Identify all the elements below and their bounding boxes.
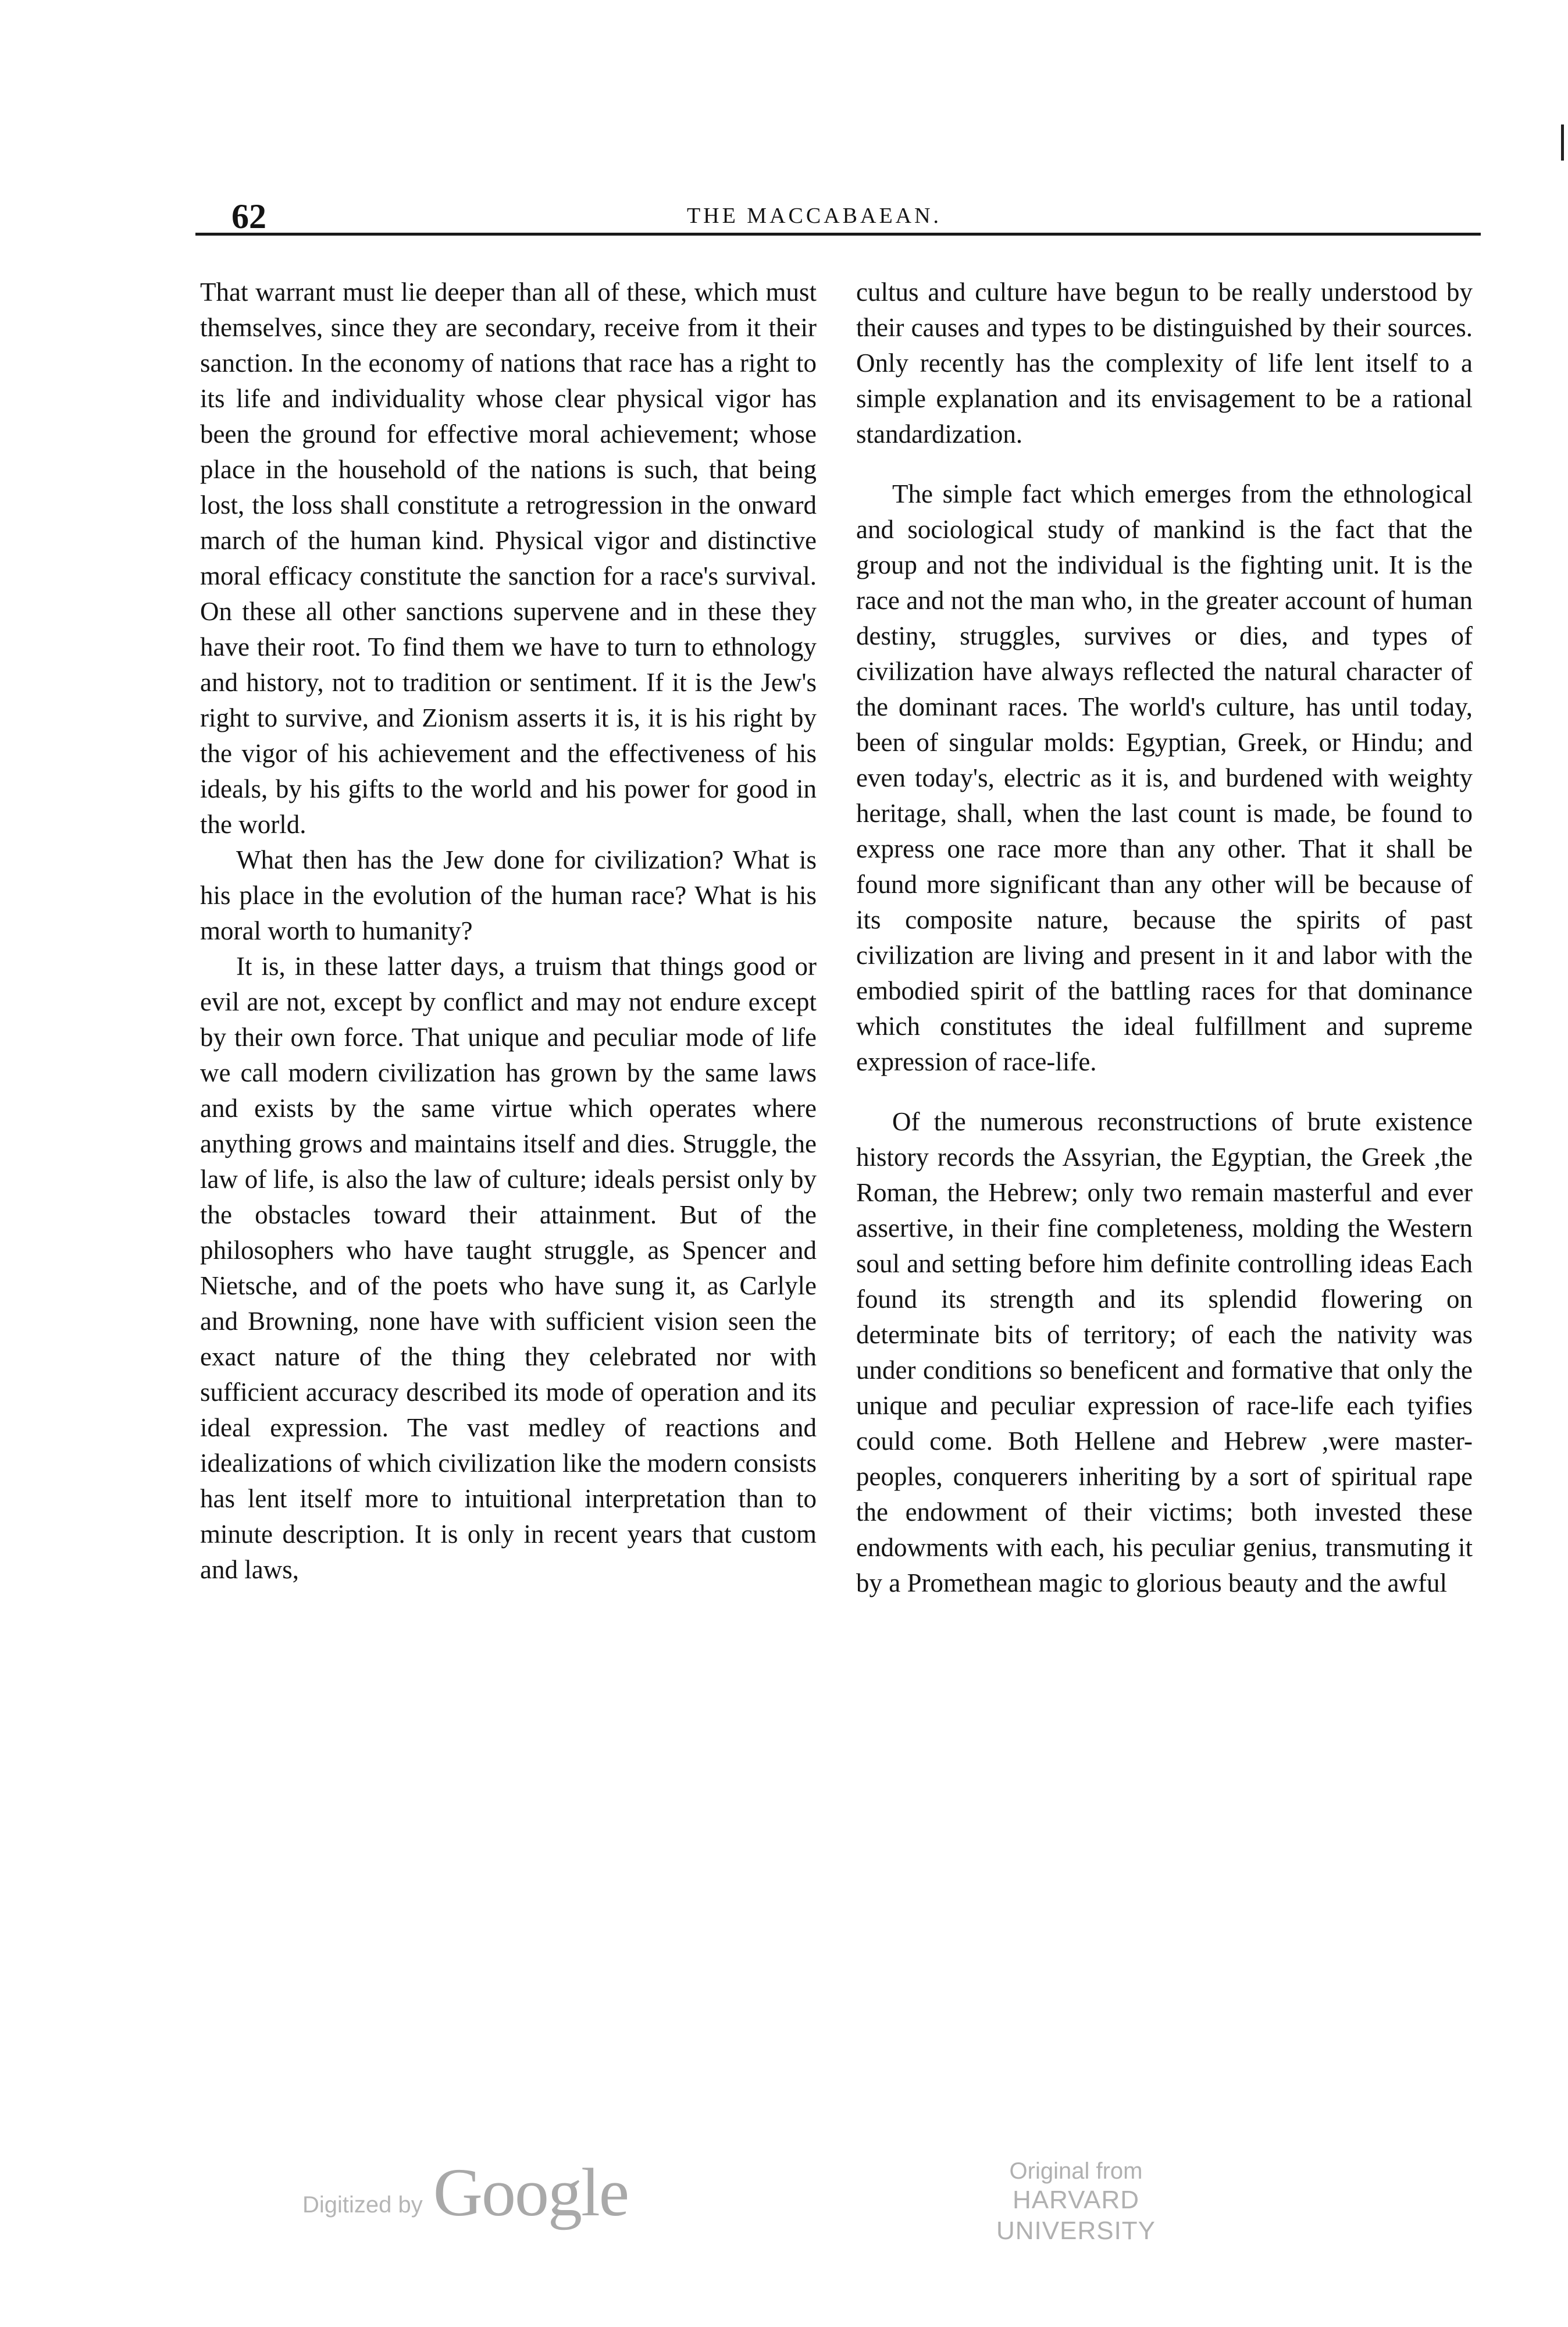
digitized-by-watermark <box>302 2154 629 2230</box>
original-from-watermark <box>931 2157 1221 2247</box>
google-logo: Google <box>433 2154 629 2230</box>
original-from-label: Original from <box>1009 2158 1143 2184</box>
page-number: 62 <box>231 197 266 236</box>
right-paragraph-1: cultus and culture have begun to be really understood by their causes and types to be distinguished by their sources. Only recently has the complexity of life lent itself to a simple explanation and its envisagement to be a rational standardization. <box>856 277 1473 449</box>
right-column <box>856 275 1473 1601</box>
right-paragraph-2: The simple fact which emerges from the ethnological and sociological study of mankind is the fact that the group and not the individual is the fighting unit. It is the race and not the man who, in the greater account of human destiny, struggles, survives or dies, and types of civilization have always reflected the natural character of the dominant races. The world's culture, has until today, been of singular molds: Egyptian, Greek, or Hindu; and even today's, electric as it is, and burdened with weighty heritage, shall, when the last count is made, be found to express one race more than any other. That it shall be found more significant than any other will be because of its composite nature, because the spirits of past civilization are living and present in it and labor with the embodied spirit of the battling races for that dominance which constitutes the ideal fulfillment and supreme expression of race-life. <box>856 479 1473 1076</box>
left-paragraph-3: It is, in these latter days, a truism that things good or evil are not, except by conflict and may not endure except by their own force. That unique and peculiar mode of life we call modern civilization has grown by the same laws and exists by the same virtue which operates where anything grows and maintains itself and dies. Struggle, the law of life, is also the law of culture; ideals persist only by the obstacles toward their attainment. But of the philosophers who have taught struggle, as Spencer and Nietsche, and of the poets who have sung it, as Carlyle and Browning, none have with sufficient vision seen the exact nature of the thing they celebrated nor with sufficient accuracy described its mode of operation and its ideal expression. The vast medley of reactions and idealizations of which civilization like the modern consists has lent itself more to intuitional interpretation than to minute description. It is only in recent years that custom and laws, <box>200 952 817 1584</box>
left-column <box>200 275 817 1588</box>
institution-label: HARVARD UNIVERSITY <box>996 2186 1156 2245</box>
left-paragraph-1: That warrant must lie deeper than all of these, which must themselves, since they are secondary, receive from it their sanction. In the economy of nations that race has a right to its life and individuality whose clear physical vigor has been the ground for effective moral achievement; whose place in the household of the nations is such, that being lost, the loss shall constitute a retrogression in the onward march of the human kind. Physical vigor and distinctive moral efficacy constitute the sanction for a race's survival. On these all other sanctions supervene and in these they have their root. To find them we have to turn to ethnology and history, not to tradition or sentiment. If it is the Jew's right to survive, and Zionism asserts it is, it is his right by the vigor of his achievement and the effectiveness of his ideals, by his gifts to the world and his power for good in the world. <box>200 277 817 839</box>
digitized-by-label: Digitized by <box>302 2192 423 2218</box>
right-paragraph-3: Of the numerous reconstructions of brute existence history records the Assyrian, the Egyptian, the Greek ,the Roman, the Hebrew; only two remain masterful and ever assertive, in their fine completeness, molding the Western soul and setting before him definite controlling ideas Each found its strength and its splendid flowering on determinate bits of territory; of each the nativity was under conditions so beneficent and formative that only the unique and peculiar expression of race-life each tyifies could come. Both Hellene and Hebrew ,were master-peoples, conquerers inheriting by a sort of spiritual rape the endowment of their victims; both invested these endowments with each, his peculiar genius, transmuting it by a Promethean magic to glorious beauty and the awful <box>856 1107 1473 1597</box>
header-rule <box>195 233 1481 236</box>
page-edge-mark <box>1561 124 1564 161</box>
left-paragraph-2: What then has the Jew done for civilization? What is his place in the evolution of the human race? What is his moral worth to humanity? <box>200 845 817 945</box>
running-head: THE MACCABAEAN. <box>686 204 942 228</box>
